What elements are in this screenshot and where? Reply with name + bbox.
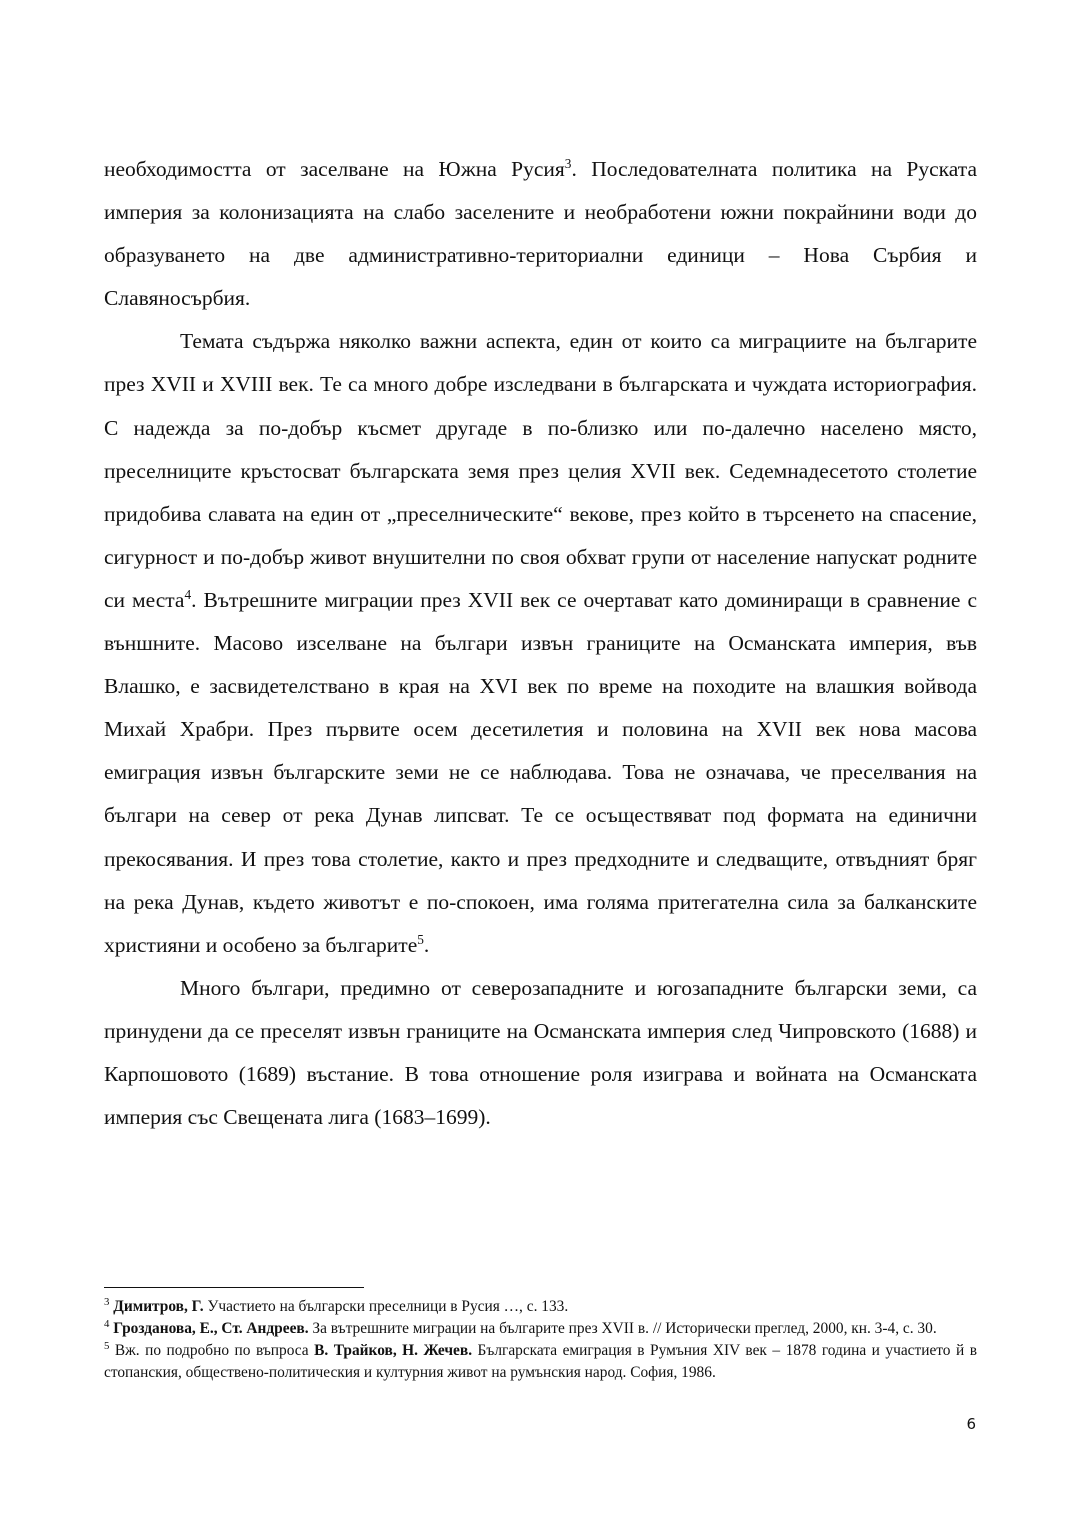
- footnote-4: $^4$ Грозданова, Е., Ст. Андреев. За вътрешните миграции на българите през XVII в. // Исторически преглед, 2000, кн. 3-4, с. 30.: [104, 1317, 937, 1337]
- body-text: [104, 148, 977, 1139]
- footnotes: [104, 1296, 977, 1384]
- footnote-3: $^3$ Димитров, Г. Участието на български преселници в Русия …, с. 133.: [104, 1295, 569, 1315]
- footnote-ref-4[interactable]: 4: [184, 586, 192, 602]
- paragraph-1: необходимостта от заселване на Южна Русия$^3$. Последователната политика на Руската империя за колонизацията на слабо заселените и необработени южни покрайнини води до образуването на две административно-териториални единици – Нова Сърбия и Славяносърбия.: [104, 155, 977, 311]
- footnote-ref-5[interactable]: 5: [417, 931, 424, 947]
- footnote-separator: [104, 1287, 364, 1288]
- paragraph-3: Много българи, предимно от северозападните и югозападните български земи, са принудени да се преселят извън границите на Османската империя след Чипровското (1688) и Карпошовото (1689) въстание. В това отношение роля изиграва и войната на Османската империя със Свещената лига (1683–1699).: [104, 975, 977, 1130]
- paragraph-2: Темата съдържа няколко важни аспекта, един от които са миграциите на българите през XVII и XVIII век. Те са много добре изследвани в българската и чуждата историография. С надежда за по-добър късмет другаде в по-близко или по-далечно населено място, преселниците кръстосват българската земя през целия XVII век. Седемнадесетото столетие придобива славата на един от „преселническите“ векове, през който в търсенето на спасение, сигурност и по-добър живот внушителни по своя обхват групи от население напускат родните си места$^4$. Вътрешните миграции през XVII век се очертават като доминиращи в сравнение с външните. Масово изселване на българи извън границите на Османската империя, във Влашко, е засвидетелствано в края на XVI век по време на походите на влашкия войвода Михай Храбри. През първите осем десетилетия и половина на XVII век нова масова емиграция извън българските земи не се наблюдава. Това не означава, че преселвания на българи на север от река Дунав липсват. Те се осъществяват под формата на единични прекосявания. И през това столетие, както и през предходните и следващите, отвъдният бряг на река Дунав, където животът е по-спокоен, има голяма притегателна сила за балканските християни и особено за българите$^5$.: [104, 329, 977, 957]
- page-number: 6: [966, 1415, 976, 1433]
- footnote-5: $^5$ Вж. по подробно по въпроса В. Трайков, Н. Жечев. Българската емиграция в Румъния XIV век – 1878 година и участието й в стопанския, обществено-политическия и културния живот на румънския народ. София, 1986.: [104, 1339, 977, 1381]
- footnote-ref-3[interactable]: 3: [564, 155, 572, 171]
